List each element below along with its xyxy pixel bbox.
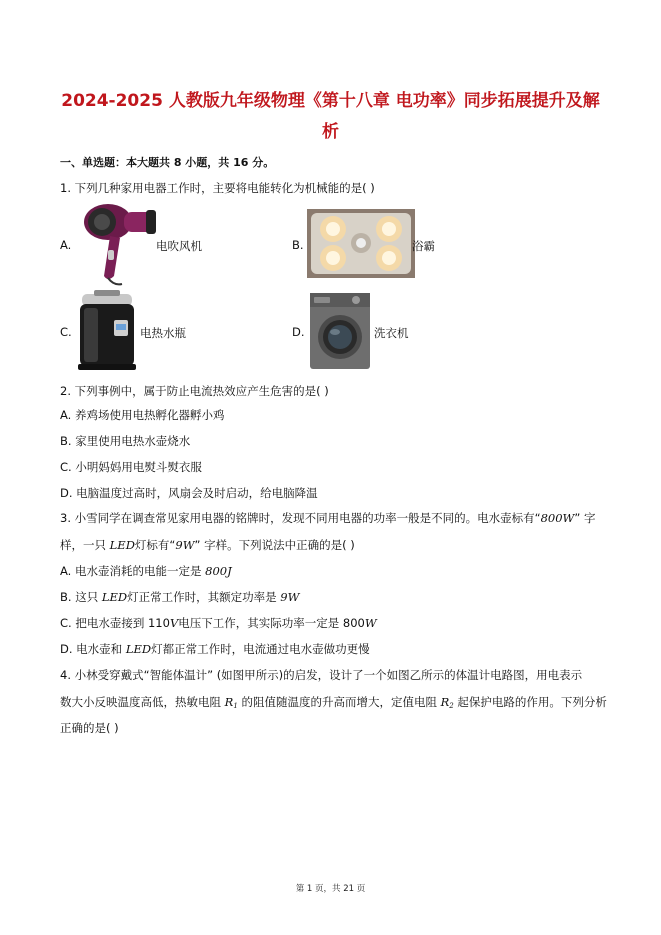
q3-stem-part: 3. 小雪同学在调查常见家用电器的铭牌时，发现不同用电器的功率一般是不同的。电水壶标有“ [60, 511, 541, 525]
bath-heater-image [307, 209, 415, 278]
q3-stem-part: ” 字 [574, 511, 596, 525]
question-4-line-2 [60, 694, 607, 714]
q1-option-d-caption: 洗衣机 [374, 326, 409, 340]
q3-option-b-text: B. 这只 [60, 590, 102, 604]
q3-stem-part: 样，一只 [60, 538, 110, 552]
q3-option-d-led: LED [125, 642, 152, 656]
question-4-line-1: 4. 小林受穿戴式“智能体温计” (如图甲所示)的启发，设计了一个如图乙所示的体温计电路图，用电表示 [60, 668, 583, 682]
q3-led-label: LED [109, 538, 135, 552]
q3-stem-part: ” 字样。下列说法中正确的是( ) [194, 538, 355, 552]
section-heading: 一、单选题：本大题共 8 小题，共 16 分。 [60, 156, 275, 169]
q3-led-power: 9W [175, 538, 195, 552]
q3-option-d-rest: 灯都正常工作时，电流通过电水壶做功更慢 [151, 642, 370, 656]
q3-option-b-rest: 灯正常工作时，其额定功率是 [127, 590, 281, 604]
washing-machine-image [308, 291, 372, 371]
q4-r2-subscript: 2 [449, 702, 454, 710]
question-1-stem: 1. 下列几种家用电器工作时，主要将电能转化为机械能的是( ) [60, 181, 375, 195]
page-footer: 第 1 页，共 21 页 [295, 884, 366, 894]
q3-option-a-value: 800J [205, 564, 232, 578]
q4-r1-subscript: 1 [233, 702, 238, 710]
q4-r1-symbol: R [224, 695, 234, 709]
q3-option-a-text: A. 电水壶消耗的电能一定是 [60, 564, 206, 578]
q3-stem-part: 灯标有“ [134, 538, 176, 552]
q3-option-b-value: 9W [280, 590, 300, 604]
q4-text: 的阻值随温度的升高而增大，定值电阻 [237, 695, 441, 709]
q3-option-d [60, 641, 370, 657]
q4-text: 起保护电路的作用。下列分析 [453, 695, 607, 709]
q1-option-a-letter: A. [60, 238, 72, 252]
q3-option-b [60, 589, 299, 605]
q3-option-c-rest: 电压下工作，其实际功率一定是 800 [178, 616, 365, 630]
question-2-stem: 2. 下列事例中，属于防止电流热效应产生危害的是( ) [60, 384, 329, 398]
q4-text: 数大小反映温度高低，热敏电阻 [60, 695, 225, 709]
q2-option-a: A. 养鸡场使用电热孵化器孵小鸡 [60, 408, 225, 422]
q1-option-b-letter: B. [292, 238, 304, 252]
q1-option-c-letter: C. [60, 325, 72, 339]
q1-option-b-caption: 浴霸 [412, 239, 435, 253]
q2-option-d: D. 电脑温度过高时，风扇会及时启动，给电脑降温 [60, 486, 318, 500]
q1-option-c-caption: 电热水瓶 [140, 326, 186, 340]
q3-option-c-watt-unit: W [364, 616, 377, 630]
page-title [40, 86, 621, 148]
q1-option-d-letter: D. [292, 325, 305, 339]
title-line-1: 2024-2025 人教版九年级物理《第十八章 电功率》同步拓展提升及解 [61, 91, 600, 111]
q3-option-c-volt-unit: V [169, 616, 179, 630]
question-3-stem-line-2 [60, 537, 355, 553]
q3-kettle-power: 800W [540, 511, 575, 525]
q4-r2-symbol: R [440, 695, 450, 709]
q3-option-d-text: D. 电水壶和 [60, 642, 126, 656]
q2-option-b: B. 家里使用电热水壶烧水 [60, 434, 191, 448]
q3-option-b-led: LED [101, 590, 128, 604]
electric-kettle-image [74, 290, 140, 370]
question-4-line-3: 正确的是( ) [60, 721, 119, 735]
q3-option-c [60, 615, 377, 631]
q1-option-a-caption: 电吹风机 [156, 239, 202, 253]
title-line-2: 析 [322, 122, 339, 142]
q3-option-a [60, 563, 232, 579]
hair-dryer-image [80, 200, 160, 288]
question-3-stem-line-1 [60, 510, 596, 526]
q3-option-c-text: C. 把电水壶接到 110 [60, 616, 170, 630]
q2-option-c: C. 小明妈妈用电熨斗熨衣服 [60, 460, 202, 474]
